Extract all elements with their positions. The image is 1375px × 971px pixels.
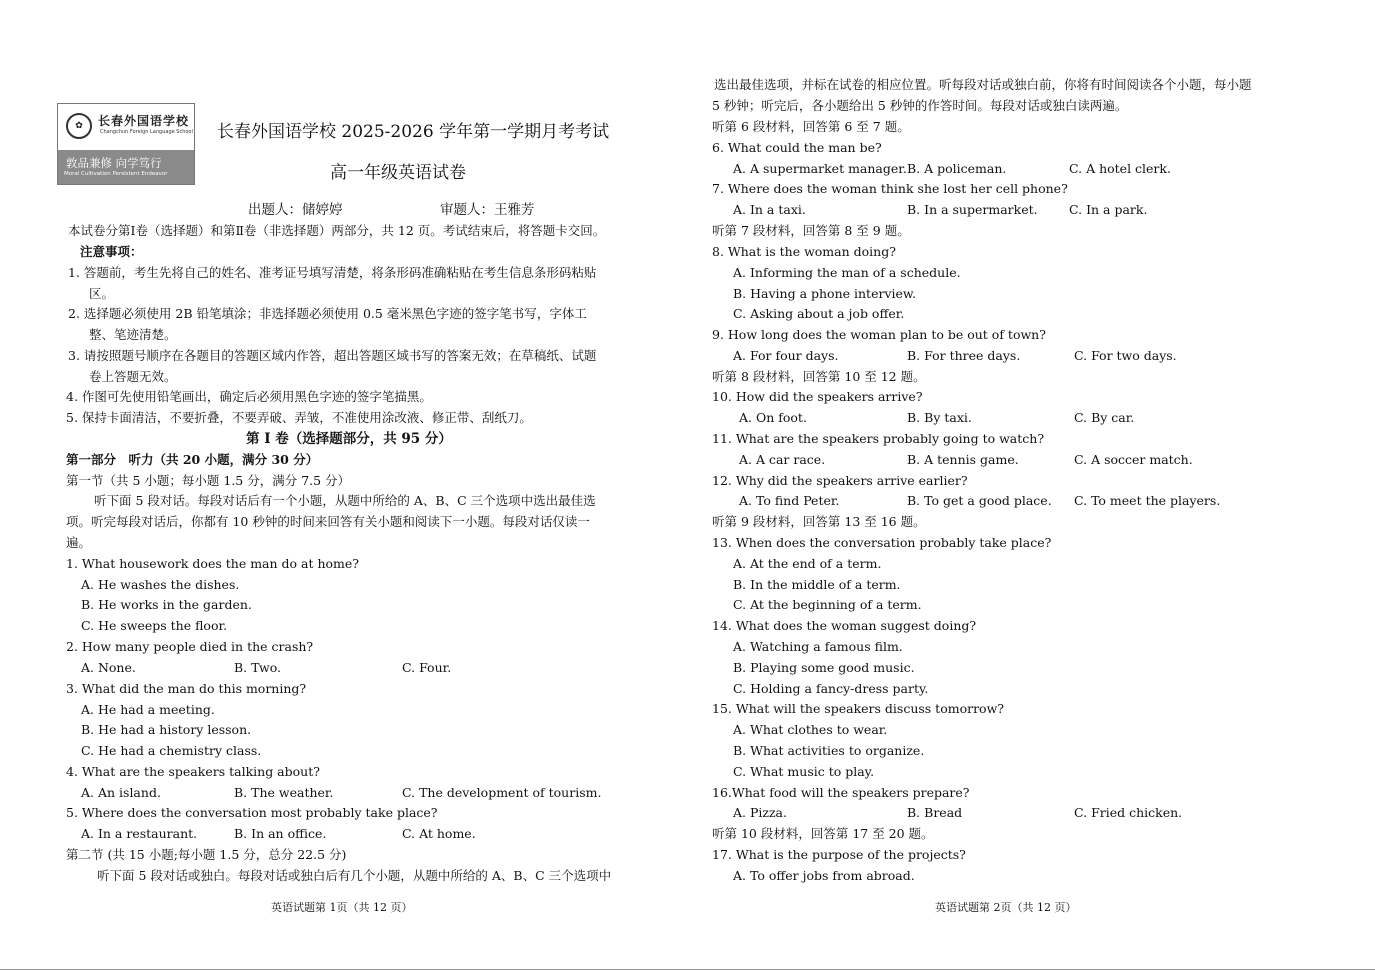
question-16: 16.What food will the speakers prepare? bbox=[712, 785, 970, 800]
question-reviewer: 审题人：王雅芳 bbox=[440, 202, 535, 218]
section2-heading: 第二节 (共 15 小题;每小题 1.5 分，总分 22.5 分) bbox=[66, 847, 347, 862]
question-9: 9. How long does the woman plan to be out of town? bbox=[712, 327, 1046, 342]
instructions-2b: 选出最佳选项，并标在试卷的相应位置。听每段对话或独白前，你将有时间阅读各个小题，每小题 bbox=[714, 77, 1252, 92]
exam-subtitle: 高一年级英语试卷 bbox=[330, 163, 466, 183]
school-logo bbox=[57, 103, 195, 185]
question-15-option-a: A. What clothes to wear. bbox=[733, 722, 888, 737]
question-6-option-c: C. A hotel clerk. bbox=[1069, 161, 1171, 176]
material-6-heading: 听第 6 段材料，回答第 6 至 7 题。 bbox=[712, 119, 910, 134]
instructions-2a: 听下面 5 段对话或独白。每段对话或独白后有几个小题，从题中所给的 A、B、C 三个选项中 bbox=[97, 868, 612, 883]
instructions-1a: 听下面 5 段对话。每段对话后有一个小题，从题中所给的 A、B、C 三个选项中选出最佳选 bbox=[94, 493, 596, 508]
question-5-option-b: B. In an office. bbox=[234, 826, 327, 841]
question-1-option-c: C. He sweeps the floor. bbox=[81, 618, 228, 633]
question-15: 15. What will the speakers discuss tomorrow? bbox=[712, 701, 1004, 716]
logo-motto-cn: 敦品兼修 向学笃行 bbox=[66, 156, 162, 170]
section1-heading: 第一节（共 5 小题；每小题 1.5 分，满分 7.5 分） bbox=[66, 473, 351, 488]
question-10-option-a: A. On foot. bbox=[739, 410, 807, 425]
question-16-option-a: A. Pizza. bbox=[733, 805, 787, 820]
question-9-option-c: C. For two days. bbox=[1074, 348, 1177, 363]
logo-english-name: Changchun Foreign Language School bbox=[100, 129, 193, 135]
note-1-cont: 区。 bbox=[89, 286, 115, 301]
question-15-option-b: B. What activities to organize. bbox=[733, 743, 925, 758]
question-8-option-c: C. Asking about a job offer. bbox=[733, 306, 905, 321]
material-8-heading: 听第 8 段材料，回答第 10 至 12 题。 bbox=[712, 369, 926, 384]
logo-motto-band bbox=[58, 150, 194, 184]
question-6-option-b: B. A policeman. bbox=[907, 161, 1007, 176]
volume-heading: 第 I 卷（选择题部分，共 95 分） bbox=[246, 431, 452, 447]
question-2-option-b: B. Two. bbox=[234, 660, 282, 675]
question-13-option-c: C. At the beginning of a term. bbox=[733, 597, 922, 612]
question-12-option-b: B. To get a good place. bbox=[907, 493, 1052, 508]
question-7-option-c: C. In a park. bbox=[1069, 202, 1148, 217]
question-8-option-a: A. Informing the man of a schedule. bbox=[733, 265, 961, 280]
logo-top bbox=[58, 104, 194, 150]
question-7-option-b: B. In a supermarket. bbox=[907, 202, 1038, 217]
question-4: 4. What are the speakers talking about? bbox=[66, 764, 320, 779]
question-11-option-b: B. A tennis game. bbox=[907, 452, 1019, 467]
question-15-option-c: C. What music to play. bbox=[733, 764, 875, 779]
question-12-option-a: A. To find Peter. bbox=[739, 493, 840, 508]
question-1-option-a: A. He washes the dishes. bbox=[81, 577, 240, 592]
question-2-option-c: C. Four. bbox=[402, 660, 452, 675]
question-4-option-c: C. The development of tourism. bbox=[402, 785, 602, 800]
question-10-option-c: C. By car. bbox=[1074, 410, 1135, 425]
question-5-option-a: A. In a restaurant. bbox=[81, 826, 198, 841]
question-4-option-b: B. The weather. bbox=[234, 785, 334, 800]
logo-motto-en: Moral Cultivation Persistent Endeavor bbox=[64, 171, 168, 177]
question-14: 14. What does the woman suggest doing? bbox=[712, 618, 977, 633]
question-13-option-a: A. At the end of a term. bbox=[733, 556, 882, 571]
question-setter: 出题人：储婷婷 bbox=[248, 202, 343, 218]
intro-text: 本试卷分第Ⅰ卷（选择题）和第Ⅱ卷（非选择题）两部分，共 12 页。考试结束后，将答题卡交回。 bbox=[68, 223, 606, 238]
page-footer-left: 英语试题第 1页（共 12 页） bbox=[271, 901, 413, 914]
question-14-option-a: A. Watching a famous film. bbox=[733, 639, 903, 654]
question-1: 1. What housework does the man do at home? bbox=[66, 556, 359, 571]
question-10-option-b: B. By taxi. bbox=[907, 410, 972, 425]
question-5-option-c: C. At home. bbox=[402, 826, 476, 841]
instructions-1c: 遍。 bbox=[66, 535, 92, 550]
question-11-option-a: A. A car race. bbox=[739, 452, 826, 467]
material-9-heading: 听第 9 段材料，回答第 13 至 16 题。 bbox=[712, 514, 926, 529]
question-16-option-c: C. Fried chicken. bbox=[1074, 805, 1183, 820]
question-3-option-c: C. He had a chemistry class. bbox=[81, 743, 262, 758]
question-14-option-c: C. Holding a fancy-dress party. bbox=[733, 681, 929, 696]
question-7-option-a: A. In a taxi. bbox=[733, 202, 806, 217]
question-2-option-a: A. None. bbox=[81, 660, 136, 675]
question-8: 8. What is the woman doing? bbox=[712, 244, 896, 259]
note-3: 3. 请按照题号顺序在各题目的答题区域内作答，超出答题区域书写的答案无效；在草稿纸、试题 bbox=[68, 348, 597, 363]
question-7: 7. Where does the woman think she lost her cell phone? bbox=[712, 181, 1068, 196]
notes-heading: 注意事项： bbox=[80, 244, 143, 259]
note-2: 2. 选择题必须使用 2B 铅笔填涂；非选择题必须使用 0.5 毫米黑色字迹的签字笔书写，字体工 bbox=[68, 306, 587, 321]
question-11: 11. What are the speakers probably going to watch? bbox=[712, 431, 1045, 446]
exam-title: 长春外国语学校 2025-2026 学年第一学期月考考试 bbox=[217, 122, 610, 142]
question-12: 12. Why did the speakers arrive earlier? bbox=[712, 473, 968, 488]
question-14-option-b: B. Playing some good music. bbox=[733, 660, 915, 675]
note-4: 4. 作图可先使用铅笔画出，确定后必须用黑色字迹的签字笔描黑。 bbox=[66, 389, 432, 404]
question-1-option-b: B. He works in the garden. bbox=[81, 597, 252, 612]
logo-school-name: 长春外国语学校 bbox=[98, 114, 190, 128]
note-3-cont: 卷上答题无效。 bbox=[89, 369, 177, 384]
question-13: 13. When does the conversation probably take place? bbox=[712, 535, 1052, 550]
question-17: 17. What is the purpose of the projects? bbox=[712, 847, 966, 862]
instructions-2c: 5 秒钟；听完后，各小题给出 5 秒钟的作答时间。每段对话或独白读两遍。 bbox=[712, 98, 1128, 113]
question-16-option-b: B. Bread bbox=[907, 805, 963, 820]
note-2-cont: 整、笔迹清楚。 bbox=[89, 327, 177, 342]
question-8-option-b: B. Having a phone interview. bbox=[733, 286, 917, 301]
note-1: 1. 答题前，考生先将自己的姓名、准考证号填写清楚，将条形码准确粘贴在考生信息条形码粘贴 bbox=[68, 265, 597, 280]
question-12-option-c: C. To meet the players. bbox=[1074, 493, 1221, 508]
school-seal-icon: ✿ bbox=[66, 113, 92, 139]
question-10: 10. How did the speakers arrive? bbox=[712, 389, 923, 404]
instructions-1b: 项。听完每段对话后，你都有 10 秒钟的时间来回答有关小题和阅读下一小题。每段对话仅读一 bbox=[66, 514, 590, 529]
question-13-option-b: B. In the middle of a term. bbox=[733, 577, 901, 592]
question-6-option-a: A. A supermarket manager. bbox=[733, 161, 907, 176]
material-10-heading: 听第 10 段材料，回答第 17 至 20 题。 bbox=[712, 826, 934, 841]
bottom-divider bbox=[0, 969, 1375, 970]
question-17-option-a: A. To offer jobs from abroad. bbox=[733, 868, 915, 883]
question-9-option-b: B. For three days. bbox=[907, 348, 1021, 363]
question-9-option-a: A. For four days. bbox=[733, 348, 839, 363]
part1-heading: 第一部分 听力（共 20 小题，满分 30 分） bbox=[66, 452, 319, 467]
question-2: 2. How many people died in the crash? bbox=[66, 639, 314, 654]
page-footer-right: 英语试题第 2页（共 12 页） bbox=[935, 901, 1077, 914]
question-3-option-b: B. He had a history lesson. bbox=[81, 722, 252, 737]
question-4-option-a: A. An island. bbox=[81, 785, 161, 800]
material-7-heading: 听第 7 段材料，回答第 8 至 9 题。 bbox=[712, 223, 910, 238]
question-3-option-a: A. He had a meeting. bbox=[81, 702, 215, 717]
question-5: 5. Where does the conversation most probably take place? bbox=[66, 805, 438, 820]
question-6: 6. What could the man be? bbox=[712, 140, 882, 155]
question-11-option-c: C. A soccer match. bbox=[1074, 452, 1193, 467]
question-3: 3. What did the man do this morning? bbox=[66, 681, 307, 696]
note-5: 5. 保持卡面清洁，不要折叠，不要弄破、弄皱，不准使用涂改液、修正带、刮纸刀。 bbox=[66, 410, 532, 425]
